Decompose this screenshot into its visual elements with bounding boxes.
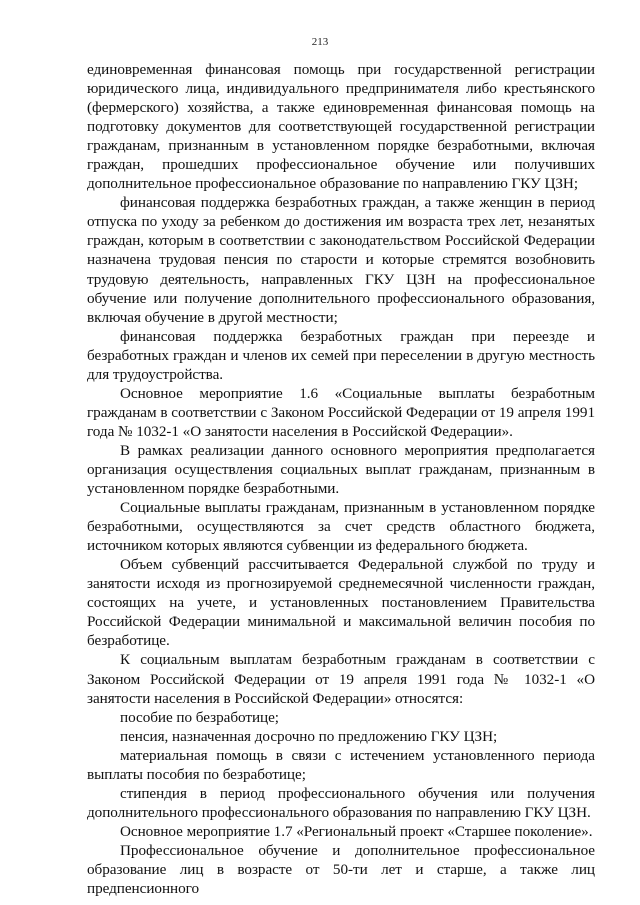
list-item-stipend: стипендия в период профессионального обучения или получения дополнительного профессионального образования по направлению ГКУ ЦЗН. bbox=[87, 784, 595, 821]
paragraph-measure-1-6-organization: В рамках реализации данного основного мероприятия предполагается организация осуществления социальных выплат гражданам, признанным в установленном порядке безработными. bbox=[87, 441, 595, 498]
paragraph-professional-training-50-plus: Профессиональное обучение и дополнительное профессиональное образование лиц в возрасте от 50-ти лет и старше, а также лиц предпенсионного bbox=[87, 841, 595, 898]
list-item-unemployment-benefit: пособие по безработице; bbox=[120, 708, 279, 726]
list-item-early-pension: пенсия, назначенная досрочно по предложению ГКУ ЦЗН; bbox=[120, 727, 498, 745]
paragraph-financial-aid-registration: единовременная финансовая помощь при государственной регистрации юридического лица, индивидуального предпринимателя либо крестьянского (фермерского) хозяйства, а также единовременная финансовая помощь на подготовку документов для соответствующей государственной регистрации гражданам, признанным в установленном порядке безработными, включая граждан, прошедших профессиональное обучение или получивших дополнительное профессиональное образование по направлению ГКУ ЦЗН; bbox=[87, 61, 595, 193]
paragraph-measure-1-6-heading: Основное мероприятие 1.6 «Социальные выплаты безработным гражданам в соответствии с Законом Российской Федерации от 19 апреля 1991 года № 1032-1 «О занятости населения в Российской Федерации». bbox=[87, 384, 595, 440]
paragraph-subvention-volume: Объем субвенций рассчитывается Федеральной службой по труду и занятости исходя из прогнозируемой среднемесячной численности граждан, состоящих на учете, и установленных постановлением Правительства Российской Федерации минимальной и максимальной величин пособия по безработице. bbox=[87, 556, 595, 650]
document-body bbox=[87, 60, 595, 898]
paragraph-relocation-support: финансовая поддержка безработных граждан при переезде и безработных граждан и членов их семей при переселении в другую местность для трудоустройства. bbox=[87, 327, 595, 383]
page-number: 213 bbox=[311, 36, 329, 48]
paragraph-social-payments-list-intro: К социальным выплатам безработным гражданам в соответствии с Законом Российской Федерации от 19 апреля 1991 года № 1032-1 «О занятости населения в Российской Федерации» относятся: bbox=[87, 651, 595, 707]
paragraph-financial-support-training: финансовая поддержка безработных граждан, а также женщин в период отпуска по уходу за ребенком до достижения им возраста трех лет, незанятых граждан, которым в соответствии с законодательством Российской Федерации назначена трудовая пенсия по старости и которые стремятся возобновить трудовую деятельность, направленных ГКУ ЦЗН на профессиональное обучение или получение дополнительного профессионального образования, включая обучение в другой местности; bbox=[87, 194, 595, 326]
paragraph-social-payments-funding: Социальные выплаты гражданам, признанным в установленном порядке безработными, осуществляются за счет средств областного бюджета, источником которых являются субвенции из федерального бюджета. bbox=[87, 499, 595, 555]
list-item-material-assistance: материальная помощь в связи с истечением установленного периода выплаты пособия по безработице; bbox=[87, 746, 595, 783]
paragraph-measure-1-7-heading: Основное мероприятие 1.7 «Региональный проект «Старшее поколение». bbox=[120, 822, 593, 840]
